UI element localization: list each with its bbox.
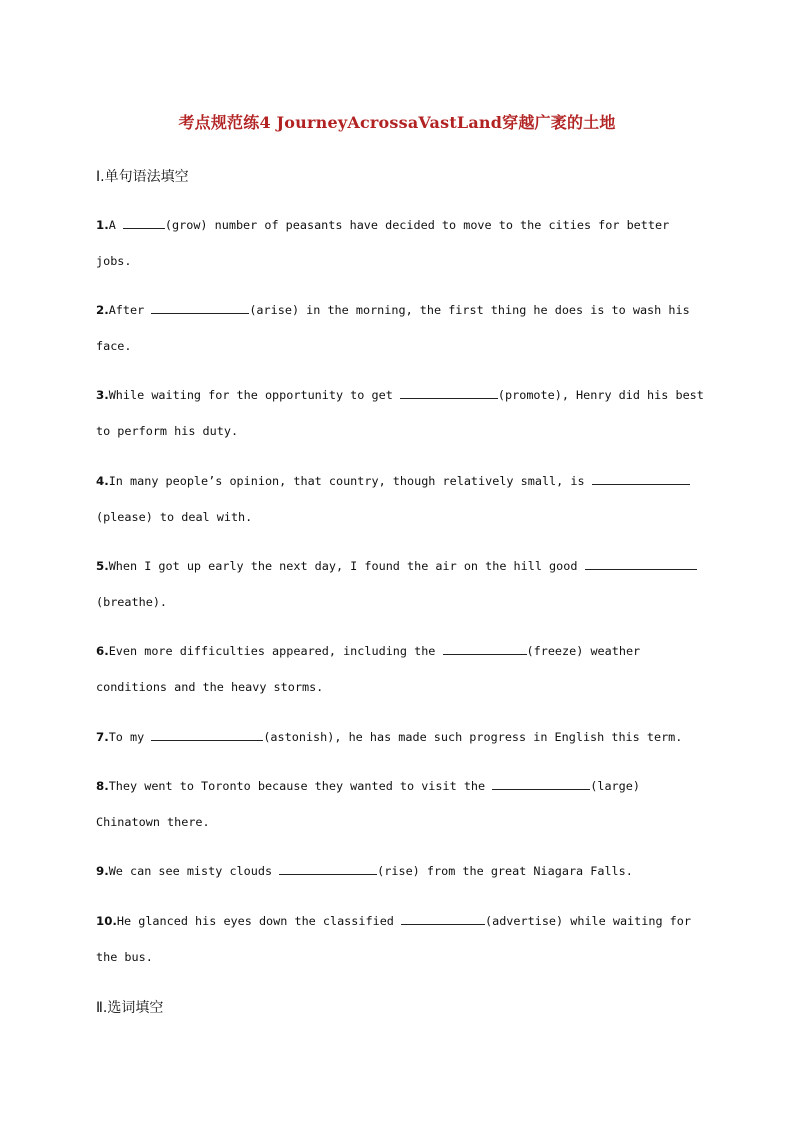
question-number: 10.	[96, 914, 117, 928]
question-number: 2.	[96, 303, 109, 317]
question-1: 1.A (grow) number of peasants have decided to move to the cities for better jobs.	[96, 218, 670, 268]
answer-blank[interactable]	[443, 642, 527, 655]
question-6: 6.Even more difficulties appeared, including the (freeze) weather conditions and the heavy storms.	[96, 644, 641, 694]
answer-blank[interactable]	[492, 777, 590, 790]
question-number: 6.	[96, 644, 109, 658]
question-number: 5.	[96, 559, 109, 573]
question-2: 2.After (arise) in the morning, the first thing he does is to wash his face.	[96, 303, 690, 353]
section-heading-word-choice: Ⅱ.选词填空	[96, 1000, 164, 1016]
question-5: 5.When I got up early the next day, I found the air on the hill good (breathe).	[96, 548, 706, 620]
question-8: 8.They went to Toronto because they wanted to visit the (large) Chinatown there.	[96, 779, 640, 829]
page-title: 考点规范练4 JourneyAcrossaVastLand穿越广袤的土地	[178, 113, 616, 132]
answer-blank[interactable]	[151, 301, 249, 314]
question-3: 3.While waiting for the opportunity to get (promote), Henry did his best to perform his duty.	[96, 388, 704, 438]
question-number: 8.	[96, 779, 109, 793]
question-4: 4.In many people’s opinion, that country, though relatively small, is (please) to deal with.	[96, 463, 706, 535]
question-10: 10.He glanced his eyes down the classified (advertise) while waiting for the bus.	[96, 914, 691, 964]
question-number: 1.	[96, 218, 109, 232]
question-number: 4.	[96, 474, 109, 488]
answer-blank[interactable]	[279, 862, 377, 875]
question-number: 9.	[96, 864, 109, 878]
question-9: 9.We can see misty clouds (rise) from the great Niagara Falls.	[96, 864, 633, 878]
question-number: 7.	[96, 730, 109, 744]
answer-blank[interactable]	[585, 557, 697, 570]
question-number: 3.	[96, 388, 109, 402]
answer-blank[interactable]	[400, 386, 498, 399]
question-7: 7.To my (astonish), he has made such progress in English this term.	[96, 730, 683, 744]
answer-blank[interactable]	[401, 912, 485, 925]
answer-blank[interactable]	[151, 728, 263, 741]
section-heading-grammar: Ⅰ.单句语法填空	[96, 169, 189, 185]
answer-blank[interactable]	[592, 472, 690, 485]
answer-blank[interactable]	[123, 216, 165, 229]
